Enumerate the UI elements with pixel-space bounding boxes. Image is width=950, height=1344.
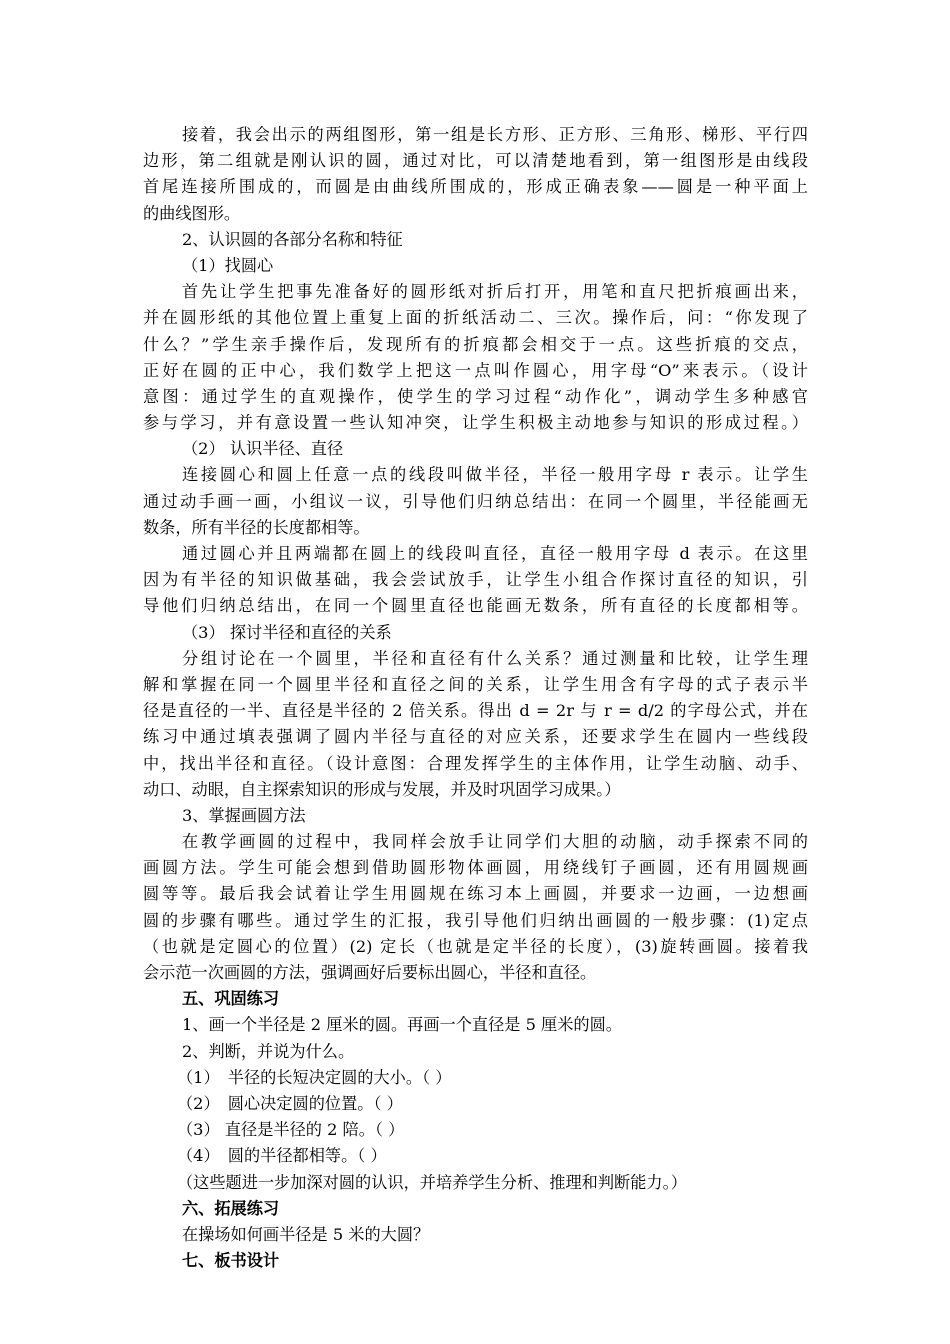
text-line: （这些题进一步加深对圆的认识，并培养学生分析、推理和判断能力。）	[177, 1172, 687, 1192]
text-line: 意图：通过学生的直观操作，使学生的学习过程“动作化”，调动学生多种感官	[143, 386, 808, 406]
text-line: 练习中通过填表强调了圆内半径与直径的对应关系，还要求学生在圆内一些线段	[143, 727, 808, 747]
text-line: （3） 探讨半径和直径的关系	[182, 622, 392, 642]
text-line: 解和掌握在同一个圆里半径和直径之间的关系，让学生用含有字母的式子表示半	[143, 674, 808, 694]
text-line: （1） 半径的长短决定圆的大小。（ ）	[177, 1067, 452, 1087]
text-line: 接着，我会出示的两组图形，第一组是长方形、正方形、三角形、梯形、平行四	[182, 125, 808, 144]
text-line: 2、判断，并说为什么。	[182, 1041, 355, 1061]
text-line: 正好在圆的正中心，我们数学上把这一点叫作圆心，用字母“O”来表示。（设计	[143, 360, 808, 380]
text-line: 分组讨论在一个圆里，半径和直径有什么关系？通过测量和比较，让学生理	[182, 648, 808, 668]
text-line: 边形，第二组就是刚认识的圆，通过对比，可以清楚地看到，第一组图形是由线段	[143, 151, 808, 171]
text-line: 圆等等。最后我会试着让学生用圆规在练习本上画圆，并要求一边画，一边想画	[143, 884, 808, 904]
text-line: 画圆方法。学生可能会想到借助圆形物体画圆，用绕线钉子画圆，还有用圆规画	[143, 858, 808, 878]
text-line: 中，找出半径和直径。（设计意图：合理发挥学生的主体作用，让学生动脑、动手、	[143, 753, 808, 773]
text-line: 径是直径的一半、直径是半径的 2 倍关系。得出 d = 2r 与 r = d/2 的字母公式，并在	[143, 701, 808, 721]
text-line: 因为有半径的知识做基础，我会尝试放手，让学生小组合作探讨直径的知识，引	[143, 570, 808, 590]
text-line: 连接圆心和圆上任意一点的线段叫做半径，半径一般用字母 r 表示。让学生	[182, 465, 808, 485]
text-line: 参与学习，并有意设置一些认知冲突，让学生积极主动地参与知识的形成过程。）	[143, 413, 808, 433]
text-line: 首先让学生把事先准备好的圆形纸对折后打开，用笔和直尺把折痕画出来，	[182, 282, 808, 302]
text-line: 数条，所有半径的长度都相等。	[143, 517, 370, 537]
section-heading: 五、巩固练习	[182, 989, 280, 1009]
text-line: 的曲线图形。	[143, 203, 241, 223]
text-line: 3、掌握画圆方法	[182, 805, 306, 825]
document-body	[143, 122, 808, 1274]
text-line: 1、画一个半径是 2 厘米的圆。再画一个直径是 5 厘米的圆。	[182, 1015, 622, 1035]
text-line: 首尾连接所围成的，而圆是由曲线所围成的，形成正确表象——圆是一种平面上	[143, 177, 808, 197]
text-line: （1）找圆心	[182, 255, 274, 275]
section-heading: 六、拓展练习	[182, 1198, 280, 1218]
text-line: 动口、动眼，自主探索知识的形成与发展，并及时巩固学习成果。）	[143, 779, 621, 799]
section-heading: 七、板书设计	[182, 1251, 280, 1271]
text-line: 在教学画圆的过程中，我同样会放手让同学们大胆的动脑，动手探索不同的	[182, 832, 808, 852]
text-line: 并在圆形纸的其他位置上重复上面的折纸活动二、三次。操作后，问：“你发现了	[143, 308, 808, 328]
text-line: 2、认识圆的各部分名称和特征	[182, 229, 403, 249]
text-line: 导他们归纳总结出，在同一个圆里直径也能画无数条，所有直径的长度都相等。	[143, 596, 808, 616]
text-line: 在操场如何画半径是 5 米的大圆？	[182, 1224, 430, 1244]
text-line: （4） 圆的半径都相等。（ ）	[177, 1146, 387, 1166]
text-line: 通过圆心并且两端都在圆上的线段叫直径，直径一般用字母 d 表示。在这里	[182, 544, 808, 563]
text-line: （3） 直径是半径的 2 陪。（ ）	[177, 1120, 405, 1140]
text-line: 圆的步骤有哪些。通过学生的汇报，我引导他们归纳出画圆的一般步骤：(1)定点	[143, 910, 808, 930]
text-line: （2） 认识半径、直径	[182, 439, 344, 459]
text-line: （也就是定圆心的位置）(2) 定长（也就是定半径的长度），(3)旋转画圆。接着我	[143, 936, 808, 956]
text-line: （2） 圆心决定圆的位置。（ ）	[177, 1093, 403, 1113]
text-line: 什么？”学生亲手操作后，发现所有的折痕都会相交于一点。这些折痕的交点，	[143, 334, 808, 354]
text-line: 会示范一次画圆的方法，强调画好后要标出圆心，半径和直径。	[143, 963, 597, 982]
text-line: 通过动手画一画，小组议一议，引导他们归纳总结出：在同一个圆里，半径能画无	[143, 491, 808, 511]
